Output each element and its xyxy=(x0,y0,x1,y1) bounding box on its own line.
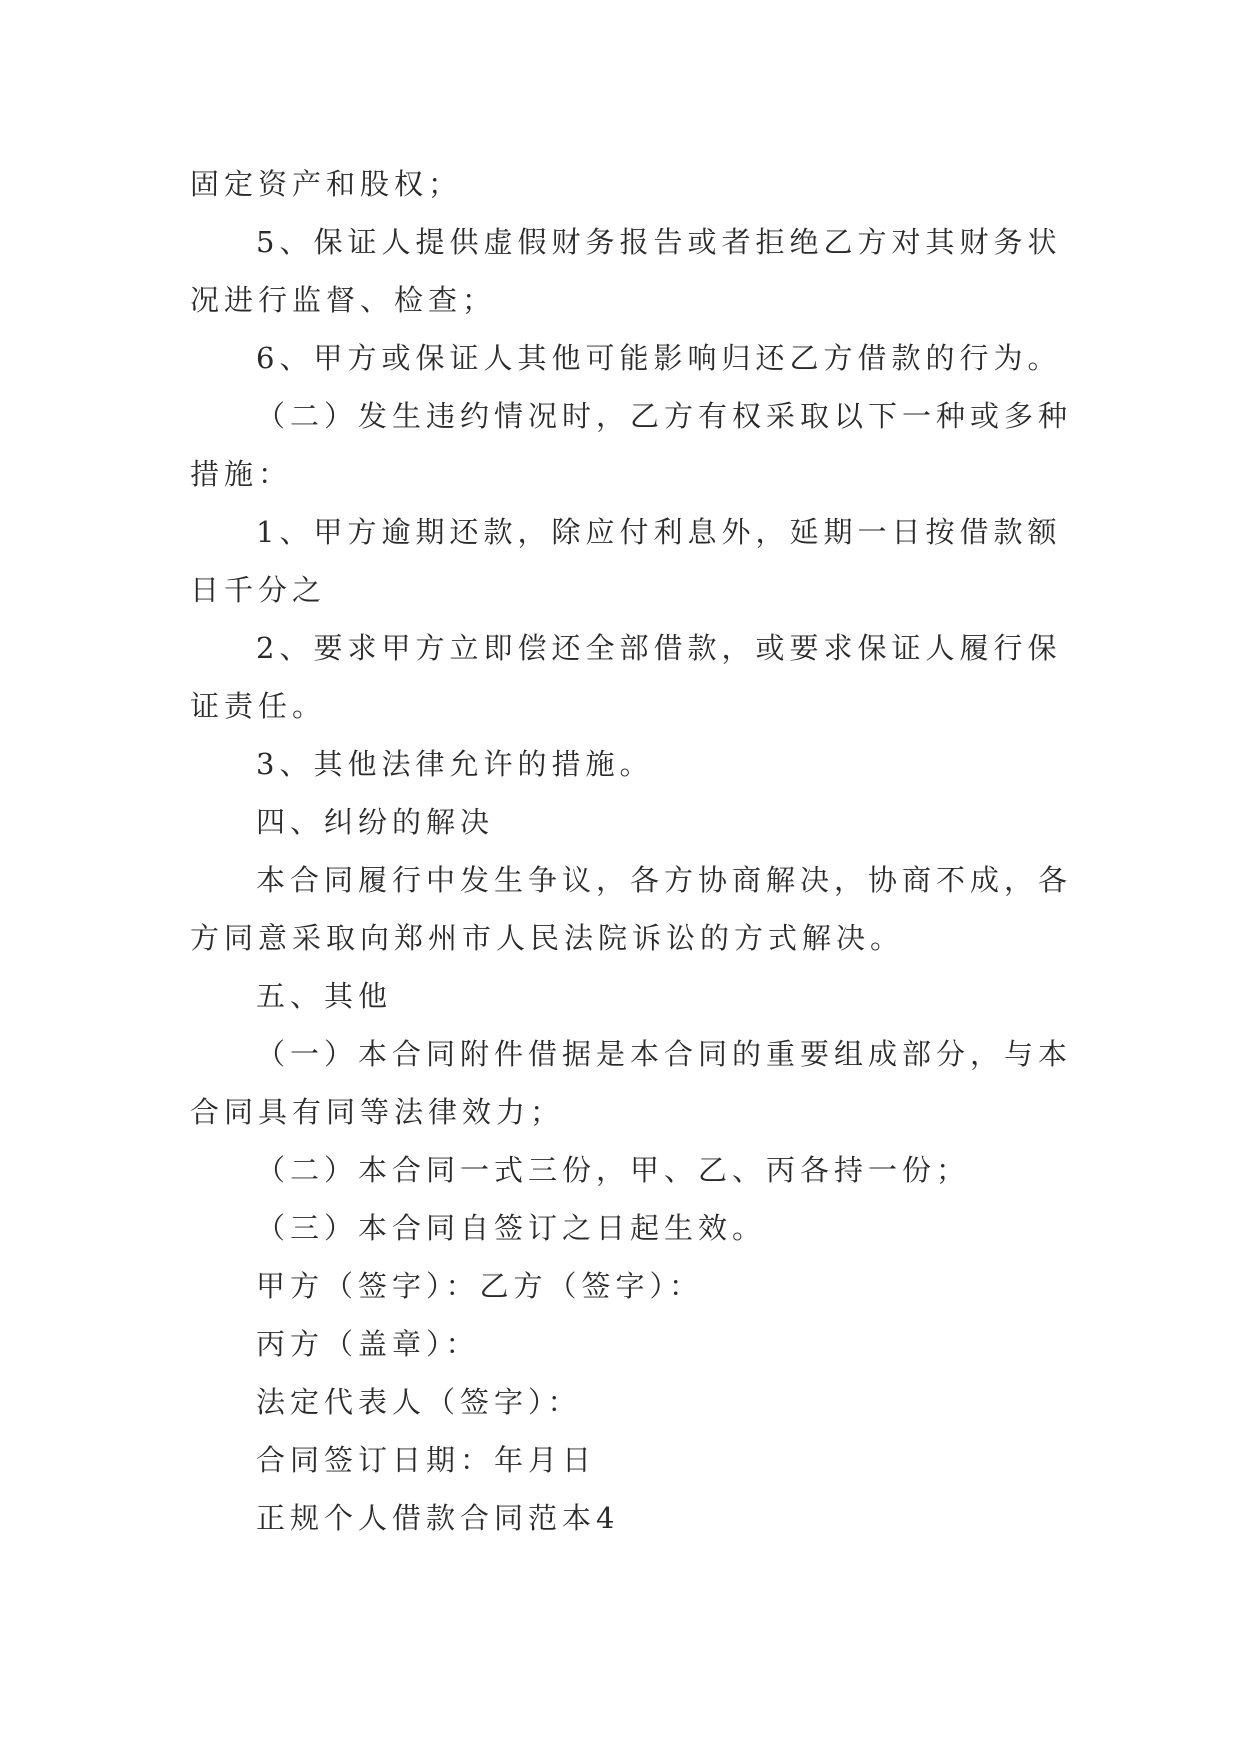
signature-line: 法定代表人（签字）： xyxy=(256,1385,582,1419)
document-page xyxy=(190,155,1073,1547)
text-line: 合同具有同等法律效力； xyxy=(190,1095,565,1129)
text-line: 日千分之 xyxy=(190,573,327,607)
signature-line: 丙方（盖章）： xyxy=(256,1327,480,1361)
text-line: （二）发生违约情况时，乙方有权采取以下一种或多种 xyxy=(256,399,1073,433)
text-line: 3、其他法律允许的措施。 xyxy=(256,747,654,781)
section-heading: 五、其他 xyxy=(256,979,393,1013)
text-line: （二）本合同一式三份，甲、乙、丙各持一份； xyxy=(256,1153,971,1187)
text-line: 2、要求甲方立即偿还全部借款，或要求保证人履行保 xyxy=(256,631,1062,665)
text-line: 固定资产和股权； xyxy=(190,167,463,201)
text-line: （三）本合同自签订之日起生效。 xyxy=(256,1211,767,1245)
text-line: 1、甲方逾期还款，除应付利息外，延期一日按借款额 xyxy=(256,515,1062,549)
signature-line: 甲方（签字）：乙方（签字）： xyxy=(256,1269,704,1303)
text-line: 6、甲方或保证人其他可能影响归还乙方借款的行为。 xyxy=(256,341,1062,375)
text-line: 况进行监督、检查； xyxy=(190,283,497,317)
text-line: 措施： xyxy=(190,457,293,491)
text-line: （一）本合同附件借据是本合同的重要组成部分，与本 xyxy=(256,1037,1073,1071)
section-heading: 四、纠纷的解决 xyxy=(256,805,495,839)
text-line: 证责任。 xyxy=(190,689,327,723)
document-title-line: 正规个人借款合同范本4 xyxy=(256,1501,620,1535)
text-line: 本合同履行中发生争议，各方协商解决，协商不成，各 xyxy=(256,863,1073,897)
date-line: 合同签订日期：年月日 xyxy=(256,1443,597,1477)
text-line: 5、保证人提供虚假财务报告或者拒绝乙方对其财务状 xyxy=(256,225,1062,259)
text-line: 方同意采取向郑州市人民法院诉讼的方式解决。 xyxy=(190,921,905,955)
